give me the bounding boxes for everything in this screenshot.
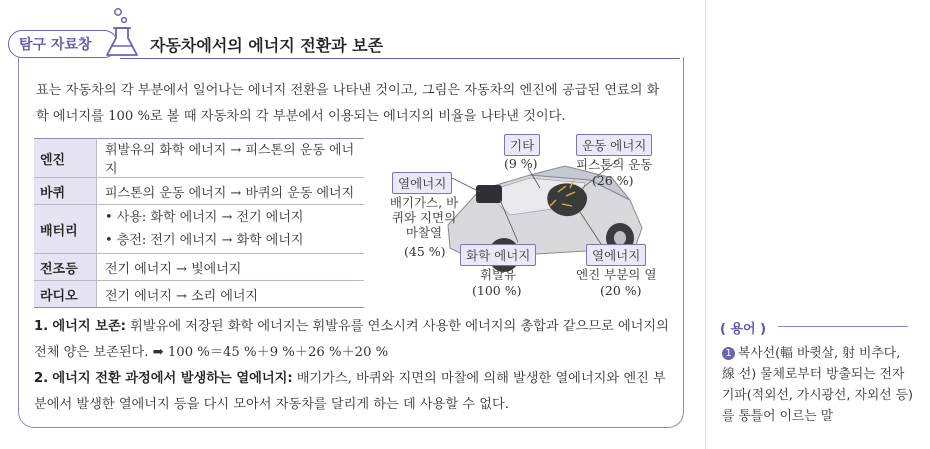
table-part-cell: 전조등 [34,254,97,281]
label-chemical-desc: 휘발유 [480,267,517,282]
point-text: 휘발유에 저장된 화학 에너지는 휘발유를 연소시켜 사용한 에너지의 총합과 같으므로 에너지의 전체 양은 보존된다. ➡ 100 %＝45 %＋9 %＋26 %＋20 % [34,319,669,360]
margin-divider [705,0,706,449]
table-part-cell: 바퀴 [34,178,97,205]
table-row [34,205,364,254]
label-kinetic-percent: (26 %) [592,173,634,188]
glossary-number: 1 [722,347,735,360]
table-conversion-cell: 전기 에너지 → 빛에너지 [97,254,365,281]
point-heat-energy [34,366,674,418]
label-chemical-percent: (100 %) [472,283,522,298]
section-tag-label: 탐구 자료창 [19,37,92,53]
table-part-cell: 배터리 [34,205,97,254]
table-conversion-cell: 전기 에너지 → 소리 에너지 [97,281,365,308]
glossary-entry [722,343,916,427]
point-heading: 에너지 전환 과정에서 발생하는 열에너지: [52,371,293,386]
energy-conversion-table [34,138,364,308]
label-heat-desc-1: 배기가스, 바퀴와 지면의 마찰열 [389,195,459,240]
point-heading: 에너지 보존: [52,319,126,334]
label-heat-desc-2: 엔진 부분의 열 [576,267,657,282]
label-chemical-energy: 화학 에너지 [460,244,536,266]
label-heat-percent-2: (20 %) [600,283,642,298]
flask-icon [102,6,142,58]
table-row [34,139,364,178]
label-kinetic-desc: 피스톤의 운동 [576,157,653,172]
label-kinetic-energy: 운동 에너지 [576,134,652,156]
label-other-percent: (9 %) [504,156,538,171]
label-heat-energy-2: 열에너지 [586,244,646,266]
point-number: 2. [34,371,49,386]
glossary-rule [778,326,908,327]
table-row [34,178,364,205]
glossary-title: ( 용어 ) [720,322,767,337]
glossary-text: 복사선(輻 바큇살, 射 비추다, 線 선) 물체로부터 방출되는 전자기파(적외선, 가시광선, 자외선 등)를 통틀어 이르는 말 [722,346,914,424]
table-conversion-cell: 휘발유의 화학 에너지 → 피스톤의 운동 에너지 [97,139,365,178]
battery-use-line: • 사용: 화학 에너지 → 전기 에너지 [105,210,304,225]
intro-paragraph: 표는 자동차의 각 부분에서 일어나는 에너지 전환을 나타낸 것이고, 그림은 자동차의 엔진에 공급된 연료의 화학 에너지를 100 %로 볼 때 자동차의 각 부분에서 이용되는 에너지의 비율을 나타낸 것이다. [36,83,660,124]
point-text: 배기가스, 바퀴와 지면의 마찰에 의해 발생한 열에너지와 엔진 부분에서 발생한 열에너지 등을 다시 모아서 자동차를 달리게 하는 데 사용할 수 없다. [34,371,666,412]
table-conversion-cell [97,205,365,254]
car-energy-figure [380,130,680,300]
table-row [34,281,364,308]
table-part-cell: 엔진 [34,139,97,178]
point-number: 1. [34,319,49,334]
table-row [34,254,364,281]
label-heat-percent-1: (45 %) [404,244,446,259]
point-energy-conservation [34,314,674,366]
label-other: 기타 [504,134,540,156]
label-heat-energy-1: 열에너지 [392,172,452,194]
section-title: 자동차에서의 에너지 전환과 보존 [150,36,384,55]
battery-charge-line: • 충전: 전기 에너지 → 화학 에너지 [105,233,304,248]
table-part-cell: 라디오 [34,281,97,308]
table-conversion-cell: 피스톤의 운동 에너지 → 바퀴의 운동 에너지 [97,178,365,205]
